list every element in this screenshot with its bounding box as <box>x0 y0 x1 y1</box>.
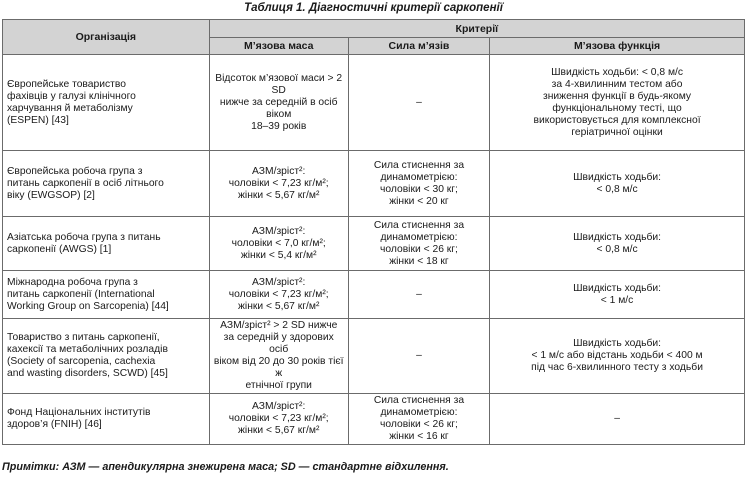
cell-line: < 0,8 м/с <box>596 183 638 195</box>
muscle-mass-cell <box>209 217 348 271</box>
cell-line: за 4-хвилинним тестом або <box>551 78 683 90</box>
table-row <box>3 271 745 319</box>
header-organization: Організація <box>3 20 210 55</box>
cell-line: чоловіки < 30 кг; <box>380 183 458 195</box>
cell-line: кахексії та метаболічних розладів <box>7 344 168 355</box>
cell-line: чоловіки < 26 кг; <box>380 243 458 255</box>
cell-line: Фонд Національних інститутів <box>7 407 151 418</box>
cell-line: геріатричної оцінки <box>571 126 663 138</box>
cell-line: Відсоток м’язової маси > 2 SD <box>215 72 343 96</box>
cell-line: Швидкість ходьби: <box>573 231 662 243</box>
header-muscle-mass: М’язова маса <box>209 38 348 55</box>
cell-line: етнічної групи <box>245 380 312 391</box>
cell-line: Швидкість ходьби: < 0,8 м/с <box>551 66 684 78</box>
cell-line: < 1 м/с або відстань ходьби < 400 м <box>531 350 703 361</box>
muscle-strength-cell <box>348 217 489 271</box>
cell-line: жінки < 5,67 кг/м² <box>238 425 320 436</box>
cell-line: Європейська робоча група з <box>7 165 143 177</box>
muscle-strength-cell <box>348 55 489 151</box>
muscle-strength-cell <box>348 271 489 319</box>
cell-line: зниження функції в будь-якому <box>543 90 692 102</box>
cell-line: Сила стиснення за <box>373 219 465 231</box>
cell-line: фахівців у галузі клінічного <box>7 90 136 102</box>
muscle-mass-cell <box>209 271 348 319</box>
cell-line: < 0,8 м/с <box>596 243 638 255</box>
cell-line: Сила стиснення за <box>373 159 465 171</box>
cell-line: Азіатська робоча група з питань <box>7 231 161 243</box>
cell-line: Міжнародна робоча група з <box>7 276 138 288</box>
cell-line: жінки < 18 кг <box>389 255 449 267</box>
header-muscle-strength: Сила м’язів <box>348 38 489 55</box>
cell-line: (Society of sarcopenia, cachexia <box>7 356 156 367</box>
cell-line: динамометрією: <box>380 407 458 418</box>
cell-line: чоловіки < 7,23 кг/м²; <box>228 413 329 424</box>
cell-line: (ESPEN) [43] <box>7 114 69 126</box>
muscle-mass-cell <box>209 55 348 151</box>
cell-line: Швидкість ходьби: <box>573 171 662 183</box>
cell-line: Європейське товариство <box>7 78 126 90</box>
table-caption: Таблиця 1. Діагностичні критерії саркопенії <box>244 2 503 14</box>
cell-line: нижче за середній в осіб віком <box>219 96 338 120</box>
cell-line: віку (EWGSOP) [2] <box>7 189 95 201</box>
muscle-function-cell <box>490 271 745 319</box>
cell-line: Швидкість ходьби: <box>573 338 662 349</box>
header-criteria: Критерії <box>209 20 744 38</box>
cell-line: АЗМ/зріст²: <box>252 401 306 412</box>
cell-line: використовується для комплексної <box>533 114 701 126</box>
organization-cell <box>3 217 210 271</box>
muscle-strength-cell <box>348 319 489 394</box>
cell-line: АЗМ/зріст²: <box>252 225 306 237</box>
cell-line: – <box>614 413 620 424</box>
organization-cell <box>3 319 210 394</box>
table-row <box>3 151 745 217</box>
cell-line: Товариство з питань саркопенії, <box>7 332 160 343</box>
criteria-table <box>2 19 745 445</box>
cell-line: 18–39 років <box>251 120 307 132</box>
muscle-function-cell <box>490 55 745 151</box>
muscle-mass-cell <box>209 151 348 217</box>
organization-cell <box>3 55 210 151</box>
cell-line: чоловіки < 7,0 кг/м²; <box>231 237 326 249</box>
cell-line: харчування й метаболізму <box>7 102 133 114</box>
table-row <box>3 217 745 271</box>
muscle-strength-cell <box>348 394 489 445</box>
table-row <box>3 319 745 394</box>
cell-line: АЗМ/зріст²: <box>252 165 306 177</box>
cell-line: жінки < 5,67 кг/м² <box>238 300 320 312</box>
cell-line: динамометрією: <box>380 231 458 243</box>
cell-line: питань саркопенії (International <box>7 288 155 300</box>
cell-line: віком від 20 до 30 років тієї ж <box>213 356 344 379</box>
cell-line: жінки < 5,4 кг/м² <box>240 249 317 261</box>
table-row <box>3 55 745 151</box>
muscle-strength-cell <box>348 151 489 217</box>
cell-line: чоловіки < 26 кг; <box>380 419 458 430</box>
cell-line: Швидкість ходьби: <box>573 282 662 294</box>
cell-line: здоров’я (FNIH) [46] <box>7 419 102 430</box>
muscle-mass-cell <box>209 394 348 445</box>
cell-line: жінки < 5,67 кг/м² <box>238 189 320 201</box>
muscle-function-cell <box>490 394 745 445</box>
cell-line: АЗМ/зріст²: <box>252 276 306 288</box>
muscle-mass-cell <box>209 319 348 394</box>
organization-cell <box>3 394 210 445</box>
cell-line: питань саркопенії в осіб літнього <box>7 177 164 189</box>
muscle-function-cell <box>490 217 745 271</box>
muscle-function-cell <box>490 151 745 217</box>
cell-line: функціональному тесті, що <box>552 102 682 114</box>
cell-line: < 1 м/с <box>600 294 634 306</box>
cell-line: під час 6-хвилинного тесту з ходьби <box>531 362 703 373</box>
header-muscle-function: М’язова функція <box>490 38 745 55</box>
cell-line: – <box>416 288 422 300</box>
cell-line: Сила стиснення за <box>373 395 465 406</box>
cell-line: АЗМ/зріст² > 2 SD нижче <box>220 320 338 331</box>
muscle-function-cell <box>490 319 745 394</box>
footnote: Примітки: АЗМ — апендикулярна знежирена маса; SD — стандартне відхилення. <box>2 461 449 473</box>
organization-cell <box>3 151 210 217</box>
cell-line: саркопенії (AWGS) [1] <box>7 243 112 255</box>
cell-line: – <box>416 96 422 108</box>
cell-line: жінки < 20 кг <box>389 195 449 207</box>
cell-line: динамометрією: <box>380 171 458 183</box>
cell-line: за середній у здорових осіб <box>223 332 334 355</box>
cell-line: чоловіки < 7,23 кг/м²; <box>228 177 329 189</box>
table-row <box>3 394 745 445</box>
cell-line: чоловіки < 7,23 кг/м²; <box>228 288 329 300</box>
cell-line: Working Group on Sarcopenia) [44] <box>7 300 169 312</box>
organization-cell <box>3 271 210 319</box>
cell-line: – <box>416 350 422 361</box>
cell-line: жінки < 16 кг <box>389 431 449 442</box>
cell-line: and wasting disorders, SCWD) [45] <box>7 368 168 379</box>
